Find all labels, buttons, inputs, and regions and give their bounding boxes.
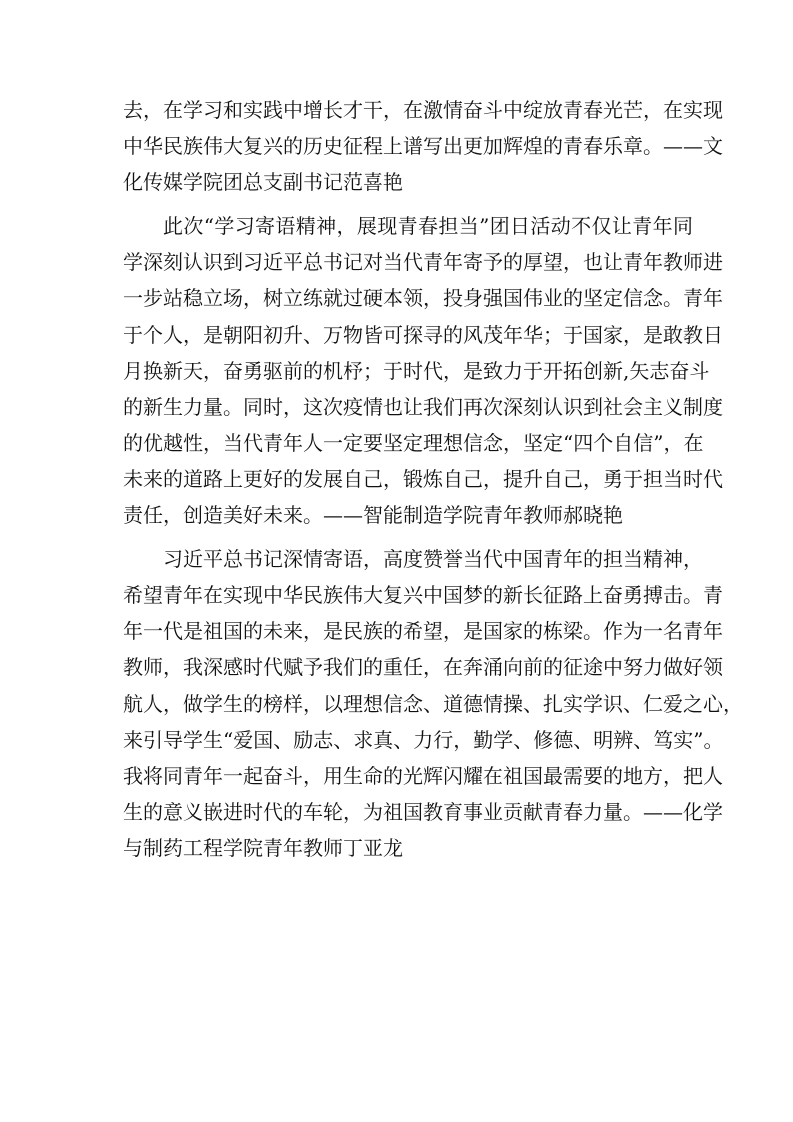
paragraph-2-line-8: 未来的道路上更好的发展自己，锻炼自己，提升自己，勇于担当时代 xyxy=(123,466,723,491)
paragraph-3-line-7: 我将同青年一起奋斗，用生命的光辉闪耀在祖国最需要的地方，把人 xyxy=(123,763,723,788)
paragraph-2 xyxy=(123,208,723,533)
paragraph-3-line-2: 希望青年在实现中华民族伟大复兴中国梦的新长征路上奋勇搏击。青 xyxy=(123,583,723,608)
paragraph-2-line-3: 一步站稳立场，树立练就过硬本领，投身强国伟业的坚定信念。青年 xyxy=(123,286,723,311)
paragraph-2-line-2: 学深刻认识到习近平总书记对当代青年寄予的厚望，也让青年教师进 xyxy=(123,250,723,275)
paragraph-1-line-2: 中华民族伟大复兴的历史征程上谱写出更加辉煌的青春乐章。——文 xyxy=(123,134,723,159)
paragraph-2-line-4: 于个人，是朝阳初升、万物皆可探寻的风茂年华；于国家，是敢教日 xyxy=(123,322,723,347)
paragraph-2-line-7: 的优越性，当代青年人一定要坚定理想信念，坚定“四个自信”，在 xyxy=(123,430,704,455)
paragraph-3-line-9: 与制药工程学院青年教师丁亚龙 xyxy=(123,835,403,860)
paragraph-2-line-6: 的新生力量。同时，这次疫情也让我们再次深刻认识到社会主义制度 xyxy=(123,394,723,419)
paragraph-gap xyxy=(123,200,693,208)
paragraph-3-line-8: 生的意义嵌进时代的车轮，为祖国教育事业贡献青春力量。——化学 xyxy=(123,799,723,824)
document-body xyxy=(123,92,743,866)
paragraph-1-line-3: 化传媒学院团总支副书记范喜艳 xyxy=(123,170,403,195)
paragraph-1-line-1: 去，在学习和实践中增长才干，在激情奋斗中绽放青春光芒，在实现 xyxy=(123,98,723,122)
paragraph-1 xyxy=(123,92,723,200)
paragraph-3 xyxy=(123,541,743,866)
paragraph-3-line-6: 来引导学生“爱国、励志、求真、力行，勤学、修德、明辨、笃实”。 xyxy=(123,727,724,752)
paragraph-2-line-9: 责任，创造美好未来。——智能制造学院青年教师郝晓艳 xyxy=(123,503,623,528)
paragraph-2-line-1: 此次“学习寄语精神，展现青春担当”团日活动不仅让青年同 xyxy=(163,214,693,239)
paragraph-3-line-4: 教师，我深感时代赋予我们的重任，在奔涌向前的征途中努力做好领 xyxy=(123,655,723,680)
paragraph-3-line-1: 习近平总书记深情寄语，高度赞誉当代中国青年的担当精神， xyxy=(163,547,703,572)
paragraph-2-line-5: 月换新天，奋勇驱前的机杼；于时代，是致力于开拓创新,矢志奋斗 xyxy=(123,358,710,383)
paragraph-3-line-5: 航人，做学生的榜样，以理想信念、道德情操、扎实学识、仁爱之心， xyxy=(123,691,743,716)
paragraph-gap xyxy=(123,533,693,541)
paragraph-3-line-3: 年一代是祖国的未来，是民族的希望，是国家的栋梁。作为一名青年 xyxy=(123,619,723,644)
